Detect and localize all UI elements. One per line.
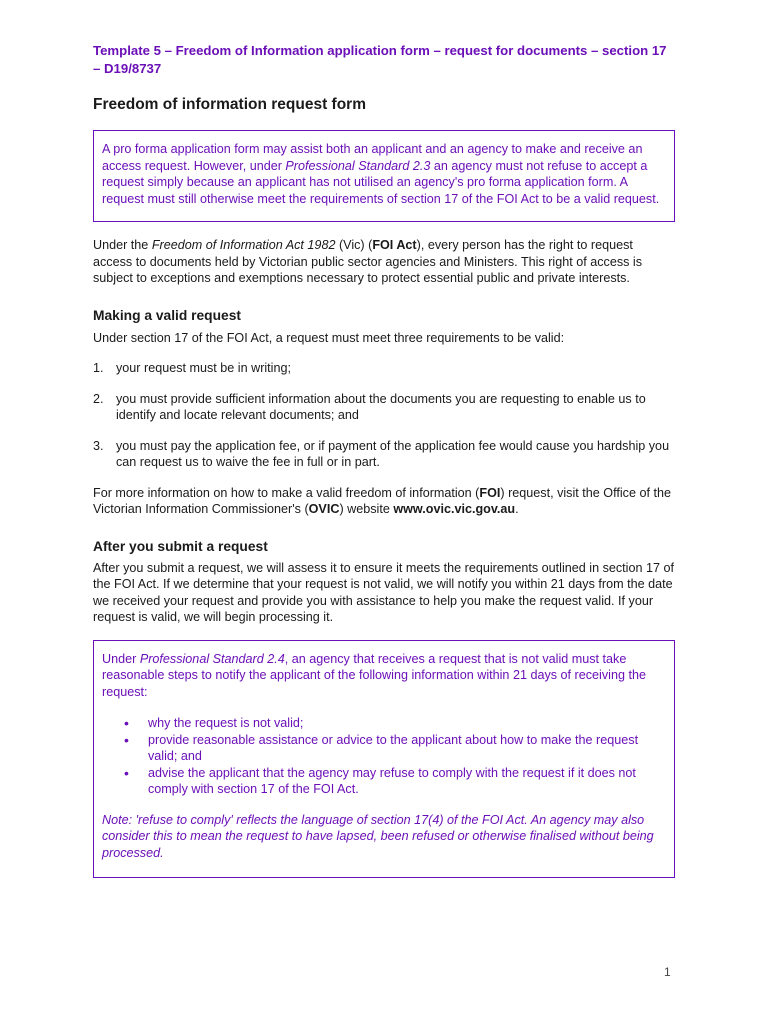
- foi-act-intro: Under the Freedom of Information Act 1982 (Vic) (FOI Act), every person has the right to request access to documents held by Victorian public sector agencies and Ministers. This right of access is subject to exceptions and exemptions necessary to protect essential public and private interests.: [93, 238, 643, 285]
- list-item: • why the request is not valid;: [102, 715, 666, 732]
- list-item: 2. you must provide sufficient information about the documents you are requesting to enable us to identify and locate relevant documents; and: [93, 391, 646, 422]
- notification-list: [102, 715, 666, 798]
- after-submit-text: After you submit a request, we will assess it to ensure it meets the requirements outlined in section 17 of the FOI Act. If we determine that your request is not valid, we will notify you within 21 days from the date we received your request and provide you with assistance to help you make the request valid. If your request is valid, we will begin processing it.: [93, 560, 674, 624]
- refuse-to-comply-note: Note: 'refuse to comply' reflects the language of section 17(4) of the FOI Act. An agency may also consider this to mean the request to have lapsed, been refused or otherwise finalised without being processed.: [102, 812, 654, 860]
- valid-request-intro: Under section 17 of the FOI Act, a request must meet three requirements to be valid:: [93, 330, 565, 345]
- template-title: Template 5 – Freedom of Information application form – request for documents – section 17 – D19/8737: [93, 43, 667, 76]
- form-title: Freedom of information request form: [93, 96, 366, 113]
- list-item: 3. you must pay the application fee, or if payment of the application fee would cause you hardship you can request us to waive the fee in full or in part.: [93, 438, 670, 469]
- pro-forma-note: A pro forma application form may assist both an applicant and an agency to make and receive an access request. However, under Professional Standard 2.3 an agency must not refuse to accept a request simply because an applicant has not utilised an agency's pro forma application form. A request must still otherwise meet the requirements of section 17 of the FOI Act to be a valid request.: [102, 142, 660, 206]
- page-number: 1: [664, 965, 671, 979]
- document-content: [93, 42, 675, 878]
- more-info: For more information on how to make a valid freedom of information (FOI) request, visit the Office of the Victorian Information Commissioner's (OVIC) website www.ovic.vic.gov.au.: [93, 485, 671, 516]
- list-item: 1. your request must be in writing;: [93, 361, 291, 375]
- after-submit-heading: After you submit a request: [93, 538, 268, 554]
- bullet-icon: •: [124, 715, 129, 731]
- invalid-request-note: Under Professional Standard 2.4, an agency that receives a request that is not valid must take reasonable steps to notify the applicant of the following information within 21 days of receiving the request:: [102, 651, 646, 699]
- list-item: • provide reasonable assistance or advice to the applicant about how to make the request valid; and: [102, 732, 666, 765]
- valid-request-heading: Making a valid request: [93, 307, 241, 323]
- list-item: • advise the applicant that the agency may refuse to comply with the request if it does not comply with section 17 of the FOI Act.: [102, 765, 666, 798]
- bullet-icon: •: [124, 764, 129, 781]
- pro-forma-note-box: [93, 130, 675, 222]
- requirements-list: [93, 360, 675, 471]
- bullet-icon: •: [124, 731, 129, 748]
- ovic-website-link[interactable]: www.ovic.vic.gov.au: [393, 502, 516, 516]
- invalid-request-note-box: [93, 640, 675, 879]
